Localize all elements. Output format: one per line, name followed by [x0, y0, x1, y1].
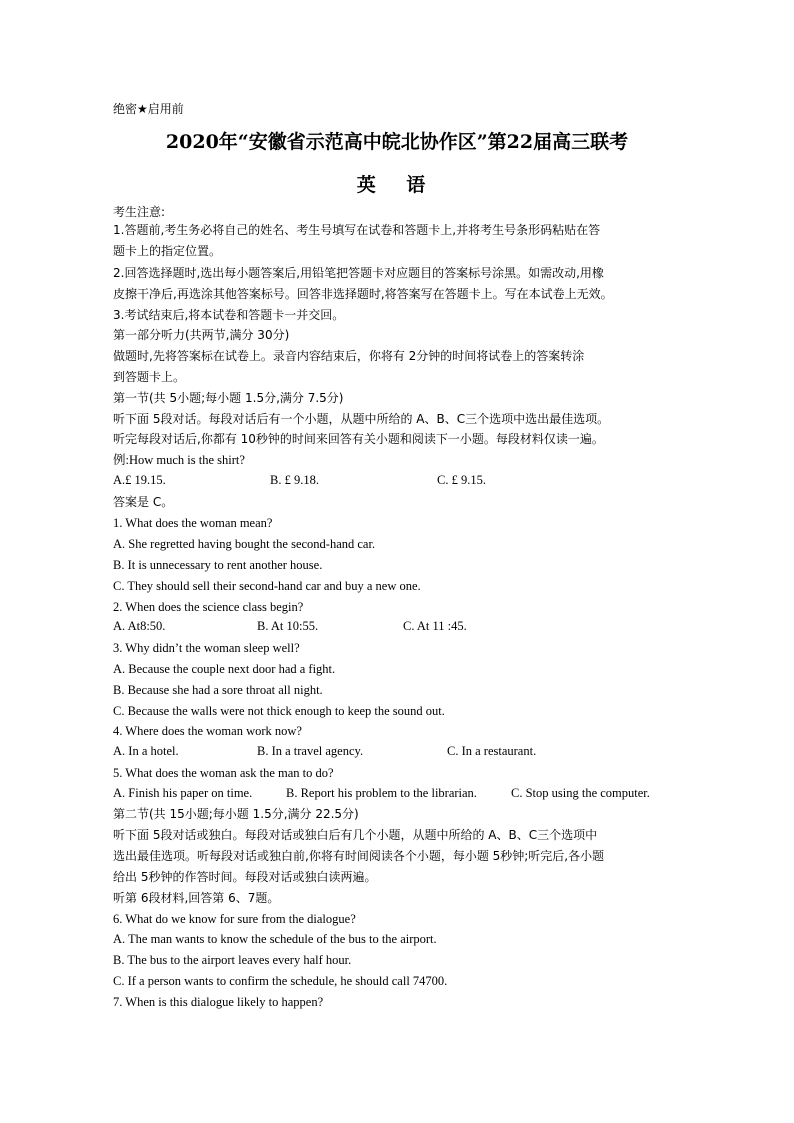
part1-intro-a: 做题时,先将答案标在试卷上。录音内容结束后，你将有 2分钟的时间将试卷上的答案转涂 — [113, 349, 585, 363]
question-6-option-a: A. The man wants to know the schedule of the bus to the airport. — [113, 932, 437, 946]
note-2b: 皮擦干净后,再选涂其他答案标号。回答非选择题时,将答案写在答题卡上。写在本试卷上无效。 — [113, 287, 613, 301]
example-option-a: A.£ 19.15. — [113, 473, 166, 487]
part1-heading: 第一部分听力(共两节,满分 30分) — [113, 328, 290, 342]
material-6-label: 听第 6段材料,回答第 6、7题。 — [113, 891, 280, 905]
subject-title: 英 语 — [356, 174, 438, 196]
question-4-option-b: B. In a travel agency. — [257, 744, 364, 758]
question-7: 7. When is this dialogue likely to happen? — [113, 995, 324, 1009]
question-2-option-a: A. At8:50. — [113, 619, 166, 633]
example-option-c: C. £ 9.15. — [437, 473, 486, 487]
question-2: 2. When does the science class begin? — [113, 600, 304, 614]
question-3-option-a: A. Because the couple next door had a fight. — [113, 662, 336, 676]
example-option-b: B. £ 9.18. — [270, 473, 319, 487]
question-1: 1. What does the woman mean? — [113, 516, 273, 530]
section1-heading: 第一节(共 5小题;每小题 1.5分,满分 7.5分) — [113, 391, 344, 405]
question-4-option-a: A. In a hotel. — [113, 744, 179, 758]
question-6-option-b: B. The bus to the airport leaves every half hour. — [113, 953, 352, 967]
note-2a: 2.回答选择题时,选出每小题答案后,用铅笔把答题卡对应题目的答案标号涂黑。如需改动,用橡 — [113, 266, 604, 280]
question-5-option-a: A. Finish his paper on time. — [113, 786, 253, 800]
question-4: 4. Where does the woman work now? — [113, 724, 302, 738]
question-3-option-c: C. Because the walls were not thick enough to keep the sound out. — [113, 704, 445, 718]
question-4-option-c: C. In a restaurant. — [447, 744, 537, 758]
question-3-option-b: B. Because she had a sore throat all night. — [113, 683, 323, 697]
section2-directions-c: 给出 5秒钟的作答时间。每段对话或独白读两遍。 — [113, 870, 377, 884]
section1-directions-a: 听下面 5段对话。每段对话后有一个小题，从题中所给的 A、B、C三个选项中选出最佳选项。 — [113, 412, 610, 426]
question-6-option-c: C. If a person wants to confirm the schedule, he should call 74700. — [113, 974, 448, 988]
section2-heading: 第二节(共 15小题;每小题 1.5分,满分 22.5分) — [113, 807, 359, 821]
question-2-option-b: B. At 10:55. — [257, 619, 319, 633]
question-1-option-a: A. She regretted having bought the second-hand car. — [113, 537, 376, 551]
section2-directions-b: 选出最佳选项。听每段对话或独白前,你将有时间阅读各个小题，每小题 5秒钟;听完后,各小题 — [113, 849, 605, 863]
question-5: 5. What does the woman ask the man to do? — [113, 766, 334, 780]
note-3: 3.考试结束后,将本试卷和答题卡一并交回。 — [113, 308, 345, 322]
question-1-option-c: C. They should sell their second-hand car and buy a new one. — [113, 579, 421, 593]
note-1b: 题卡上的指定位置。 — [113, 244, 222, 258]
example-question: 例:How much is the shirt? — [113, 453, 245, 467]
question-3: 3. Why didn’t the woman sleep well? — [113, 641, 300, 655]
question-6: 6. What do we know for sure from the dialogue? — [113, 912, 356, 926]
section2-directions-a: 听下面 5段对话或独白。每段对话或独白后有几个小题，从题中所给的 A、B、C三个选项中 — [113, 828, 598, 842]
note-1a: 1.答题前,考生务必将自己的姓名、考生号填写在试卷和答题卡上,并将考生号条形码粘贴在答 — [113, 223, 601, 237]
part1-intro-b: 到答题卡上。 — [113, 370, 186, 384]
question-5-option-b: B. Report his problem to the librarian. — [286, 786, 477, 800]
section1-directions-b: 听完每段对话后,你都有 10秒钟的时间来回答有关小题和阅读下一小题。每段材料仅读一遍。 — [113, 432, 604, 446]
notes-heading: 考生注意: — [113, 205, 166, 219]
question-2-option-c: C. At 11 :45. — [403, 619, 467, 633]
question-1-option-b: B. It is unnecessary to rent another house. — [113, 558, 323, 572]
example-answer: 答案是 C。 — [113, 495, 174, 509]
confidential-label: 绝密★启用前 — [113, 102, 184, 116]
page-title: 2020年“安徽省示范高中皖北协作区”第22届高三联考 — [165, 131, 629, 153]
question-5-option-c: C. Stop using the computer. — [511, 786, 650, 800]
